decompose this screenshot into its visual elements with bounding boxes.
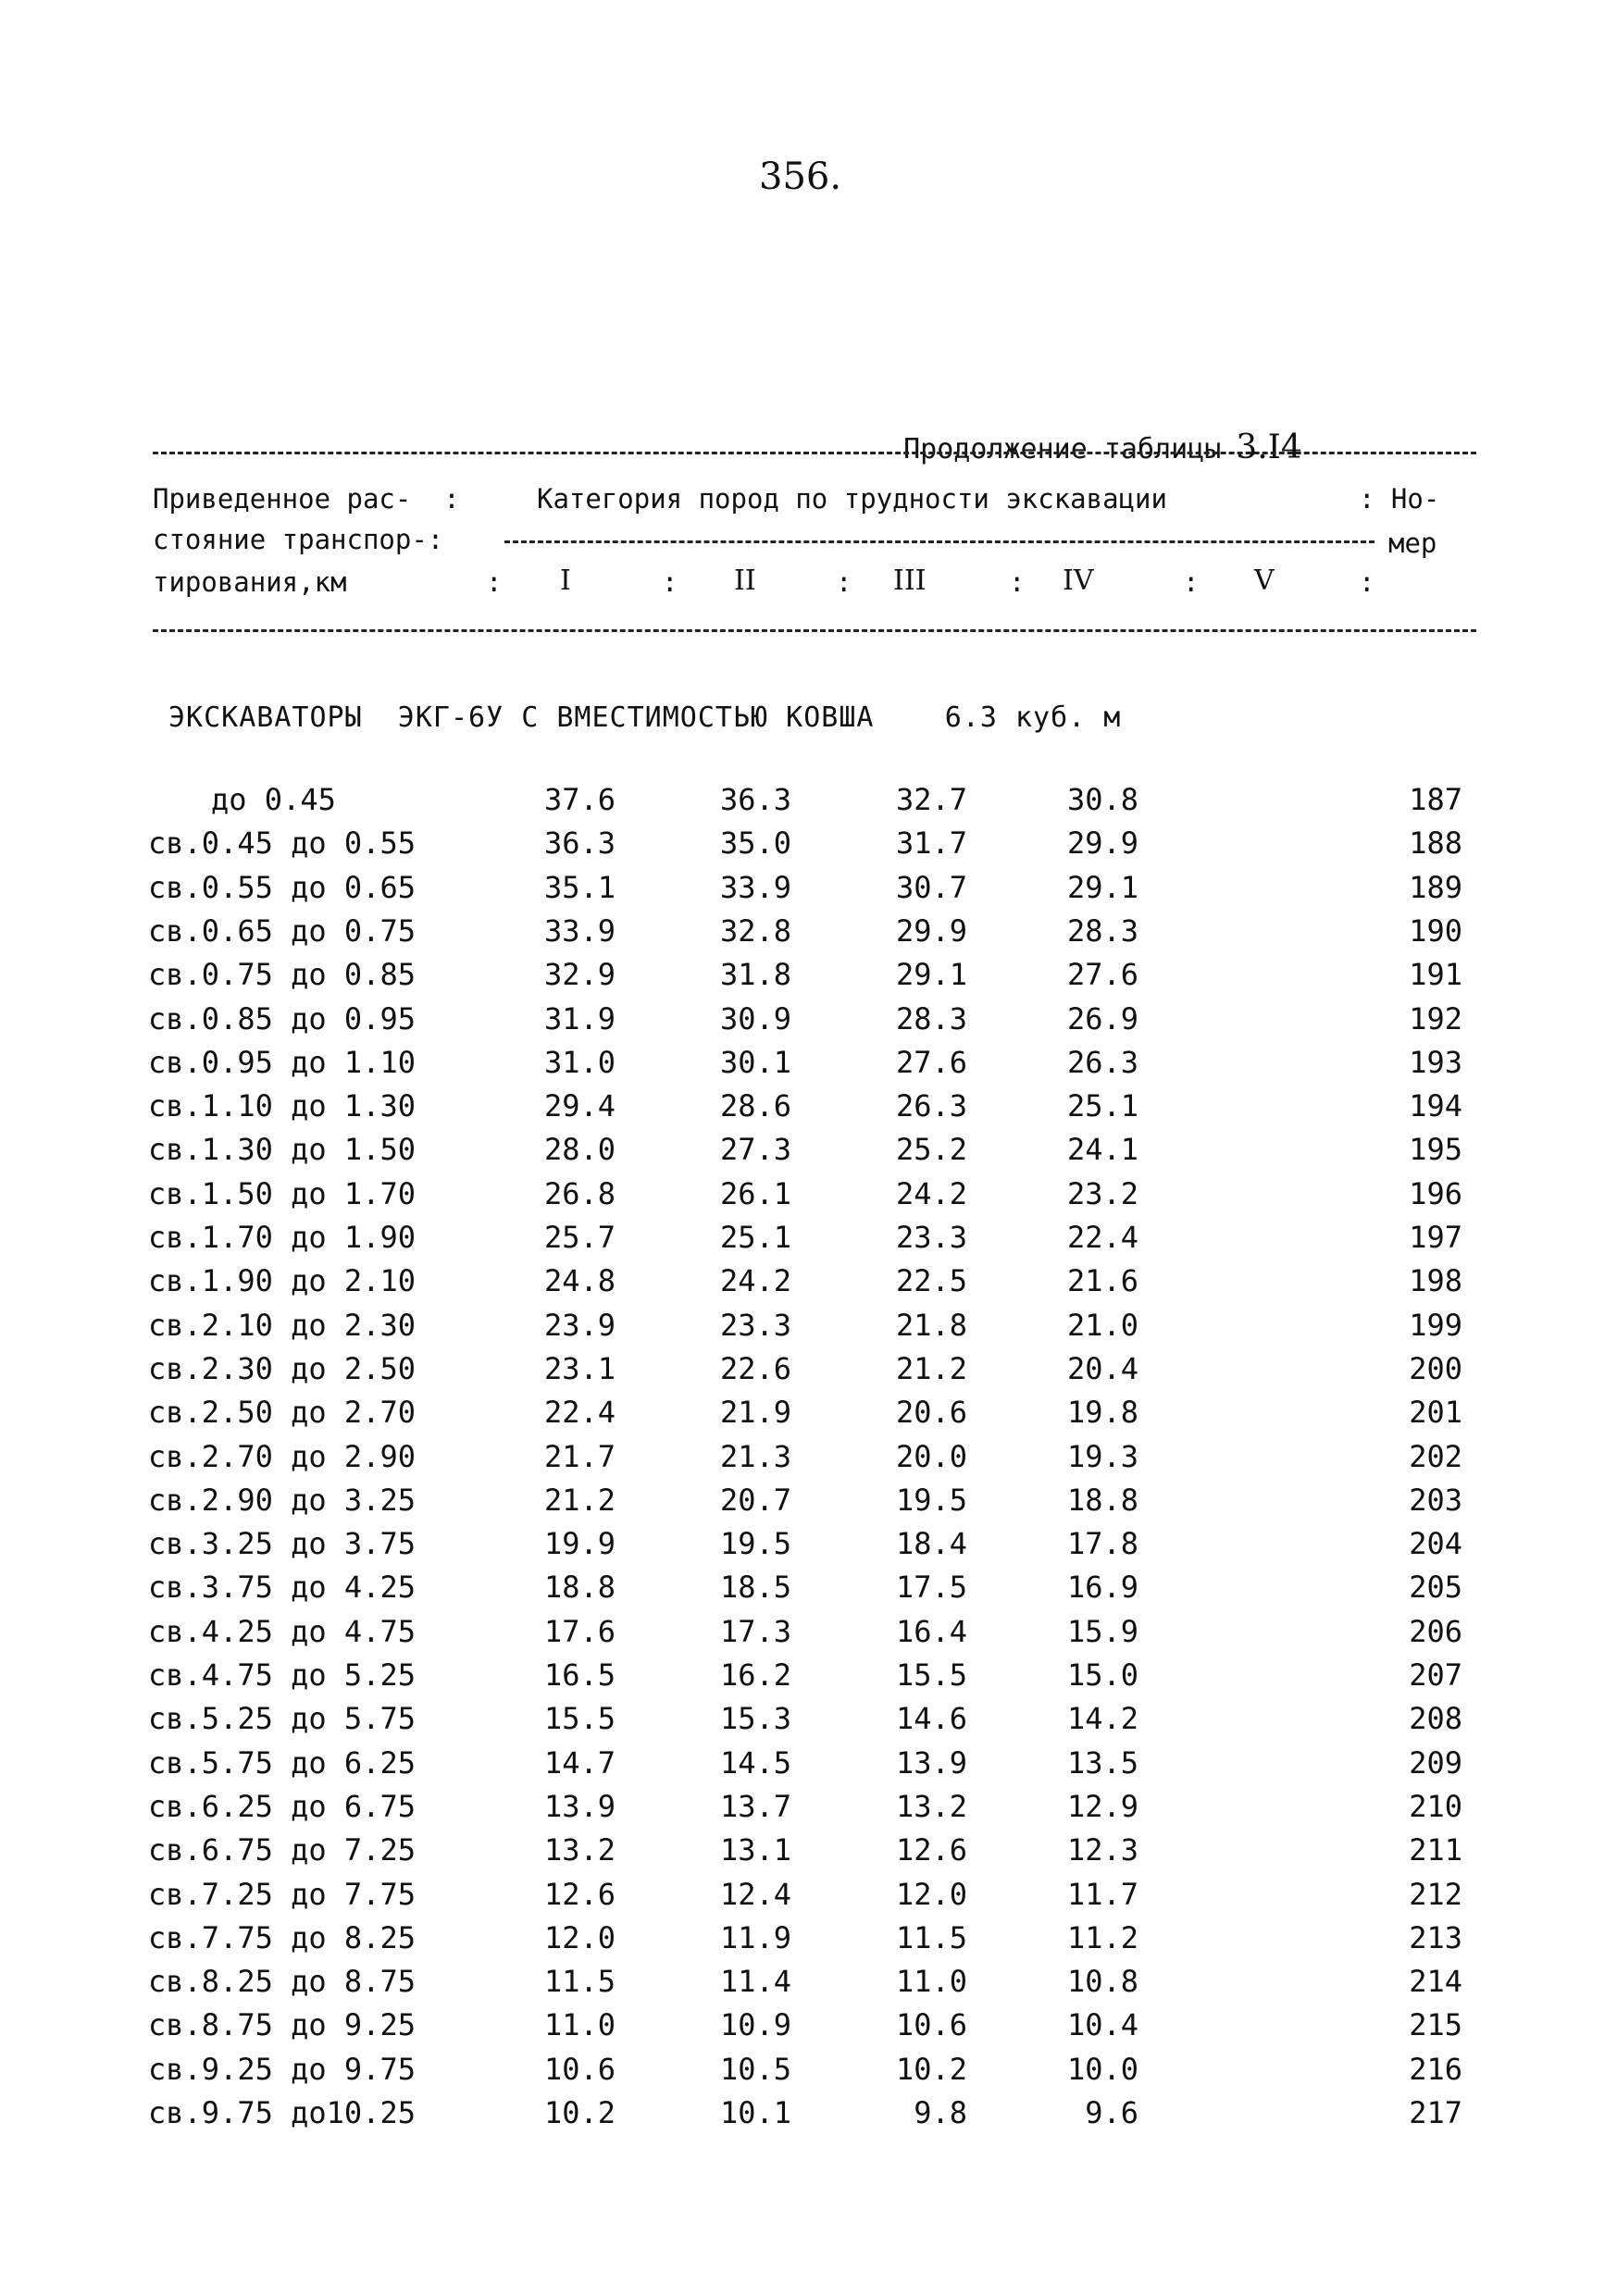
- category-iii-value: 20.6: [895, 1395, 967, 1431]
- category-iii-value: 21.2: [895, 1350, 967, 1386]
- table-row: [0, 1308, 1617, 1345]
- category-ii-value: 26.1: [719, 1175, 791, 1211]
- row-number-cell: 192: [1409, 1000, 1462, 1036]
- category-iv-value: 30.8: [1066, 782, 1138, 817]
- distance-range-cell: св.6.25 до 6.75: [148, 1788, 416, 1824]
- distance-range-cell: св.9.25 до 9.75: [148, 2051, 416, 2087]
- category-iii-value: 23.3: [895, 1220, 967, 1255]
- category-i-value: 16.5: [543, 1657, 616, 1693]
- table-row: [0, 913, 1617, 950]
- table-row: [0, 2052, 1617, 2089]
- table-row: [0, 1001, 1617, 1038]
- page-number: 356.: [759, 155, 842, 198]
- category-i-value: 24.8: [543, 1263, 616, 1299]
- category-i-value: 28.0: [543, 1132, 616, 1168]
- table-row: [0, 1701, 1617, 1738]
- category-ii-value: 14.5: [719, 1744, 791, 1781]
- category-iv-value: 13.5: [1066, 1744, 1138, 1781]
- category-iv-value: 25.1: [1066, 1088, 1138, 1124]
- header-middle-rule: [504, 540, 1374, 543]
- header-category-iv: IV: [1063, 565, 1094, 597]
- category-iii-value: 32.7: [895, 782, 967, 817]
- category-ii-value: 12.4: [719, 1876, 791, 1912]
- category-iv-value: 19.8: [1066, 1395, 1138, 1431]
- table-row: [0, 1176, 1617, 1213]
- category-i-value: 19.9: [543, 1526, 616, 1562]
- category-iii-value: 10.6: [895, 2007, 967, 2043]
- row-number-cell: 195: [1409, 1132, 1462, 1168]
- row-number-cell: 193: [1409, 1044, 1462, 1080]
- category-iv-value: 23.2: [1066, 1175, 1138, 1211]
- row-number-cell: 217: [1409, 2095, 1462, 2130]
- category-i-value: 33.9: [543, 912, 616, 949]
- category-iv-value: 29.1: [1066, 869, 1138, 905]
- distance-range-cell: св.1.30 до 1.50: [148, 1132, 416, 1168]
- category-ii-value: 16.2: [719, 1657, 791, 1693]
- category-iv-value: 28.3: [1066, 912, 1138, 949]
- distance-range-cell: св.8.75 до 9.25: [148, 2007, 416, 2043]
- category-ii-value: 19.5: [719, 1526, 791, 1562]
- table-row: [0, 2007, 1617, 2044]
- row-number-cell: 198: [1409, 1263, 1462, 1299]
- row-number-cell: 190: [1409, 912, 1462, 949]
- header-separator: :: [1183, 566, 1200, 598]
- category-iv-value: 18.8: [1066, 1482, 1138, 1518]
- category-iv-value: 29.9: [1066, 825, 1138, 862]
- table-row: [0, 1745, 1617, 1782]
- header-separator: :: [836, 566, 852, 598]
- section-title: ЭКСКАВАТОРЫ ЭКГ-6У С ВМЕСТИМОСТЬЮ КОВША 6.3 куб. м: [168, 701, 1122, 734]
- category-iv-value: 15.0: [1066, 1657, 1138, 1693]
- category-ii-value: 24.2: [719, 1263, 791, 1299]
- distance-range-cell: св.2.10 до 2.30: [148, 1307, 416, 1343]
- category-iii-value: 24.2: [895, 1175, 967, 1211]
- category-iv-value: 10.0: [1066, 2051, 1138, 2087]
- category-iii-value: 25.2: [895, 1132, 967, 1168]
- category-ii-value: 33.9: [719, 869, 791, 905]
- row-number-cell: 191: [1409, 957, 1462, 993]
- category-iv-value: 26.9: [1066, 1000, 1138, 1036]
- category-ii-value: 11.9: [719, 1919, 791, 1955]
- category-ii-value: 11.4: [719, 1964, 791, 2000]
- header-separator: :: [1359, 566, 1375, 598]
- row-number-cell: 199: [1409, 1307, 1462, 1343]
- distance-range-cell: св.5.75 до 6.25: [148, 1744, 416, 1781]
- distance-range-cell: св.7.75 до 8.25: [148, 1919, 416, 1955]
- category-ii-value: 10.9: [719, 2007, 791, 2043]
- category-ii-value: 20.7: [719, 1482, 791, 1518]
- row-number-cell: 214: [1409, 1964, 1462, 2000]
- header-number-line2: мер: [1388, 527, 1437, 559]
- row-number-cell: 206: [1409, 1613, 1462, 1649]
- category-iv-value: 12.9: [1066, 1788, 1138, 1824]
- category-ii-value: 30.1: [719, 1044, 791, 1080]
- distance-range-cell: св.0.45 до 0.55: [148, 825, 416, 862]
- category-i-value: 12.6: [543, 1876, 616, 1912]
- table-row: [0, 782, 1617, 819]
- row-number-cell: 187: [1409, 782, 1462, 817]
- table-row: [0, 1263, 1617, 1300]
- category-iv-value: 14.2: [1066, 1701, 1138, 1737]
- row-number-cell: 207: [1409, 1657, 1462, 1693]
- category-i-value: 31.0: [543, 1044, 616, 1080]
- category-ii-value: 17.3: [719, 1613, 791, 1649]
- table-row: [0, 2095, 1617, 2132]
- category-iii-value: 13.2: [895, 1788, 967, 1824]
- category-ii-value: 25.1: [719, 1220, 791, 1255]
- table-row: [0, 1088, 1617, 1125]
- category-ii-value: 32.8: [719, 912, 791, 949]
- category-ii-value: 18.5: [719, 1570, 791, 1606]
- header-number-line1: : Но-: [1359, 483, 1440, 515]
- category-iv-value: 27.6: [1066, 957, 1138, 993]
- table-row: [0, 957, 1617, 994]
- row-number-cell: 200: [1409, 1350, 1462, 1386]
- category-i-value: 26.8: [543, 1175, 616, 1211]
- table-row: [0, 1964, 1617, 2001]
- category-iii-value: 13.9: [895, 1744, 967, 1781]
- row-number-cell: 204: [1409, 1526, 1462, 1562]
- category-i-value: 11.5: [543, 1964, 616, 2000]
- category-iii-value: 12.0: [895, 1876, 967, 1912]
- category-iii-value: 29.1: [895, 957, 967, 993]
- category-iii-value: 28.3: [895, 1000, 967, 1036]
- table-number: 3.I4: [1236, 428, 1302, 466]
- category-iii-value: 18.4: [895, 1526, 967, 1562]
- table-row: [0, 1614, 1617, 1651]
- table-row: [0, 1877, 1617, 1914]
- category-ii-value: 10.5: [719, 2051, 791, 2087]
- distance-range-cell: св.0.65 до 0.75: [148, 912, 416, 949]
- category-iv-value: 24.1: [1066, 1132, 1138, 1168]
- category-iv-value: 16.9: [1066, 1570, 1138, 1606]
- category-i-value: 14.7: [543, 1744, 616, 1781]
- distance-range-cell: св.2.90 до 3.25: [148, 1482, 416, 1518]
- category-i-value: 23.1: [543, 1350, 616, 1386]
- category-ii-value: 21.3: [719, 1438, 791, 1474]
- category-i-value: 15.5: [543, 1701, 616, 1737]
- continuation-label: Продолжение таблицы: [903, 433, 1222, 465]
- category-iii-value: 20.0: [895, 1438, 967, 1474]
- table-row: [0, 1526, 1617, 1563]
- category-ii-value: 35.0: [719, 825, 791, 862]
- category-iv-value: 21.0: [1066, 1307, 1138, 1343]
- table-row: [0, 825, 1617, 863]
- category-iv-value: 10.8: [1066, 1964, 1138, 2000]
- category-ii-value: 30.9: [719, 1000, 791, 1036]
- category-iii-value: 22.5: [895, 1263, 967, 1299]
- category-iv-value: 21.6: [1066, 1263, 1138, 1299]
- distance-range-cell: св.1.90 до 2.10: [148, 1263, 416, 1299]
- category-ii-value: 36.3: [719, 782, 791, 817]
- category-i-value: 17.6: [543, 1613, 616, 1649]
- category-i-value: 21.7: [543, 1438, 616, 1474]
- header-bottom-rule: [153, 629, 1476, 632]
- row-number-cell: 189: [1409, 869, 1462, 905]
- header-distance-line3: тирования,км: [153, 566, 347, 598]
- header-separator: :: [486, 566, 503, 598]
- distance-range-cell: св.6.75 до 7.25: [148, 1832, 416, 1868]
- table-row: [0, 1132, 1617, 1169]
- header-top-rule: [153, 452, 1476, 454]
- row-number-cell: 210: [1409, 1788, 1462, 1824]
- category-i-value: 25.7: [543, 1220, 616, 1255]
- header-category-v: V: [1254, 565, 1275, 597]
- distance-range-cell: св.0.95 до 1.10: [148, 1044, 416, 1080]
- category-iii-value: 15.5: [895, 1657, 967, 1693]
- table-row: [0, 1832, 1617, 1869]
- row-number-cell: 215: [1409, 2007, 1462, 2043]
- distance-range-cell: св.8.25 до 8.75: [148, 1964, 416, 2000]
- table-row: [0, 1570, 1617, 1607]
- row-number-cell: 194: [1409, 1088, 1462, 1124]
- row-number-cell: 216: [1409, 2051, 1462, 2087]
- distance-range-cell: св.1.70 до 1.90: [148, 1220, 416, 1255]
- row-number-cell: 201: [1409, 1395, 1462, 1431]
- category-iii-value: 9.8: [914, 2095, 967, 2130]
- category-i-value: 10.6: [543, 2051, 616, 2087]
- category-iii-value: 21.8: [895, 1307, 967, 1343]
- distance-range-cell: до 0.45: [211, 782, 336, 817]
- category-iv-value: 22.4: [1066, 1220, 1138, 1255]
- distance-range-cell: св.5.25 до 5.75: [148, 1701, 416, 1737]
- row-number-cell: 202: [1409, 1438, 1462, 1474]
- row-number-cell: 188: [1409, 825, 1462, 862]
- category-iii-value: 27.6: [895, 1044, 967, 1080]
- header-category-ii: II: [734, 565, 756, 597]
- row-number-cell: 213: [1409, 1919, 1462, 1955]
- row-number-cell: 212: [1409, 1876, 1462, 1912]
- category-i-value: 22.4: [543, 1395, 616, 1431]
- row-number-cell: 196: [1409, 1175, 1462, 1211]
- category-i-value: 29.4: [543, 1088, 616, 1124]
- category-i-value: 13.9: [543, 1788, 616, 1824]
- category-ii-value: 23.3: [719, 1307, 791, 1343]
- distance-range-cell: св.9.75 до10.25: [148, 2095, 416, 2130]
- category-i-value: 37.6: [543, 782, 616, 817]
- category-i-value: 18.8: [543, 1570, 616, 1606]
- category-iv-value: 11.7: [1066, 1876, 1138, 1912]
- category-ii-value: 13.7: [719, 1788, 791, 1824]
- category-i-value: 11.0: [543, 2007, 616, 2043]
- table-row: [0, 870, 1617, 907]
- category-iv-value: 26.3: [1066, 1044, 1138, 1080]
- distance-range-cell: св.2.50 до 2.70: [148, 1395, 416, 1431]
- distance-range-cell: св.7.25 до 7.75: [148, 1876, 416, 1912]
- row-number-cell: 208: [1409, 1701, 1462, 1737]
- category-iv-value: 19.3: [1066, 1438, 1138, 1474]
- row-number-cell: 205: [1409, 1570, 1462, 1606]
- category-ii-value: 13.1: [719, 1832, 791, 1868]
- header-category-i: I: [560, 565, 571, 597]
- category-i-value: 35.1: [543, 869, 616, 905]
- table-row: [0, 1920, 1617, 1957]
- category-iv-value: 15.9: [1066, 1613, 1138, 1649]
- table-row: [0, 1439, 1617, 1476]
- table-row: [0, 1395, 1617, 1432]
- category-iii-value: 30.7: [895, 869, 967, 905]
- distance-range-cell: св.4.75 до 5.25: [148, 1657, 416, 1693]
- distance-range-cell: св.2.70 до 2.90: [148, 1438, 416, 1474]
- distance-range-cell: св.3.75 до 4.25: [148, 1570, 416, 1606]
- category-i-value: 10.2: [543, 2095, 616, 2130]
- category-ii-value: 27.3: [719, 1132, 791, 1168]
- header-category-iii: III: [893, 565, 927, 597]
- category-i-value: 23.9: [543, 1307, 616, 1343]
- distance-range-cell: св.1.10 до 1.30: [148, 1088, 416, 1124]
- category-ii-value: 21.9: [719, 1395, 791, 1431]
- header-category-title: Категория пород по трудности экскавации: [537, 483, 1167, 515]
- row-number-cell: 203: [1409, 1482, 1462, 1518]
- category-iii-value: 31.7: [895, 825, 967, 862]
- category-iv-value: 20.4: [1066, 1350, 1138, 1386]
- category-i-value: 36.3: [543, 825, 616, 862]
- distance-range-cell: св.0.55 до 0.65: [148, 869, 416, 905]
- distance-range-cell: св.3.25 до 3.75: [148, 1526, 416, 1562]
- category-iii-value: 14.6: [895, 1701, 967, 1737]
- distance-range-cell: св.1.50 до 1.70: [148, 1175, 416, 1211]
- category-iii-value: 17.5: [895, 1570, 967, 1606]
- category-ii-value: 31.8: [719, 957, 791, 993]
- category-iv-value: 10.4: [1066, 2007, 1138, 2043]
- distance-range-cell: св.4.25 до 4.75: [148, 1613, 416, 1649]
- header-distance-line1: Приведенное рас- :: [153, 483, 460, 515]
- category-iv-value: 17.8: [1066, 1526, 1138, 1562]
- row-number-cell: 211: [1409, 1832, 1462, 1868]
- category-iv-value: 12.3: [1066, 1832, 1138, 1868]
- category-ii-value: 28.6: [719, 1088, 791, 1124]
- category-iii-value: 26.3: [895, 1088, 967, 1124]
- row-number-cell: 197: [1409, 1220, 1462, 1255]
- table-row: [0, 1045, 1617, 1082]
- distance-range-cell: св.0.75 до 0.85: [148, 957, 416, 993]
- table-row: [0, 1483, 1617, 1520]
- category-iii-value: 12.6: [895, 1832, 967, 1868]
- category-iii-value: 11.5: [895, 1919, 967, 1955]
- category-iv-value: 9.6: [1085, 2095, 1138, 2130]
- category-i-value: 13.2: [543, 1832, 616, 1868]
- category-i-value: 12.0: [543, 1919, 616, 1955]
- distance-range-cell: св.2.30 до 2.50: [148, 1350, 416, 1386]
- category-ii-value: 10.1: [719, 2095, 791, 2130]
- header-distance-line2: стояние транспор-:: [153, 524, 444, 555]
- distance-range-cell: св.0.85 до 0.95: [148, 1000, 416, 1036]
- table-row: [0, 1657, 1617, 1694]
- category-ii-value: 15.3: [719, 1701, 791, 1737]
- table-row: [0, 1789, 1617, 1826]
- table-row: [0, 1351, 1617, 1388]
- category-iii-value: 19.5: [895, 1482, 967, 1518]
- table-row: [0, 1220, 1617, 1257]
- category-iv-value: 11.2: [1066, 1919, 1138, 1955]
- category-i-value: 32.9: [543, 957, 616, 993]
- category-ii-value: 22.6: [719, 1350, 791, 1386]
- category-i-value: 31.9: [543, 1000, 616, 1036]
- category-iii-value: 29.9: [895, 912, 967, 949]
- header-separator: :: [1009, 566, 1026, 598]
- category-iii-value: 11.0: [895, 1964, 967, 2000]
- category-iii-value: 10.2: [895, 2051, 967, 2087]
- category-iii-value: 16.4: [895, 1613, 967, 1649]
- header-separator: :: [662, 566, 678, 598]
- table-continuation-caption: [870, 396, 1302, 466]
- row-number-cell: 209: [1409, 1744, 1462, 1781]
- category-i-value: 21.2: [543, 1482, 616, 1518]
